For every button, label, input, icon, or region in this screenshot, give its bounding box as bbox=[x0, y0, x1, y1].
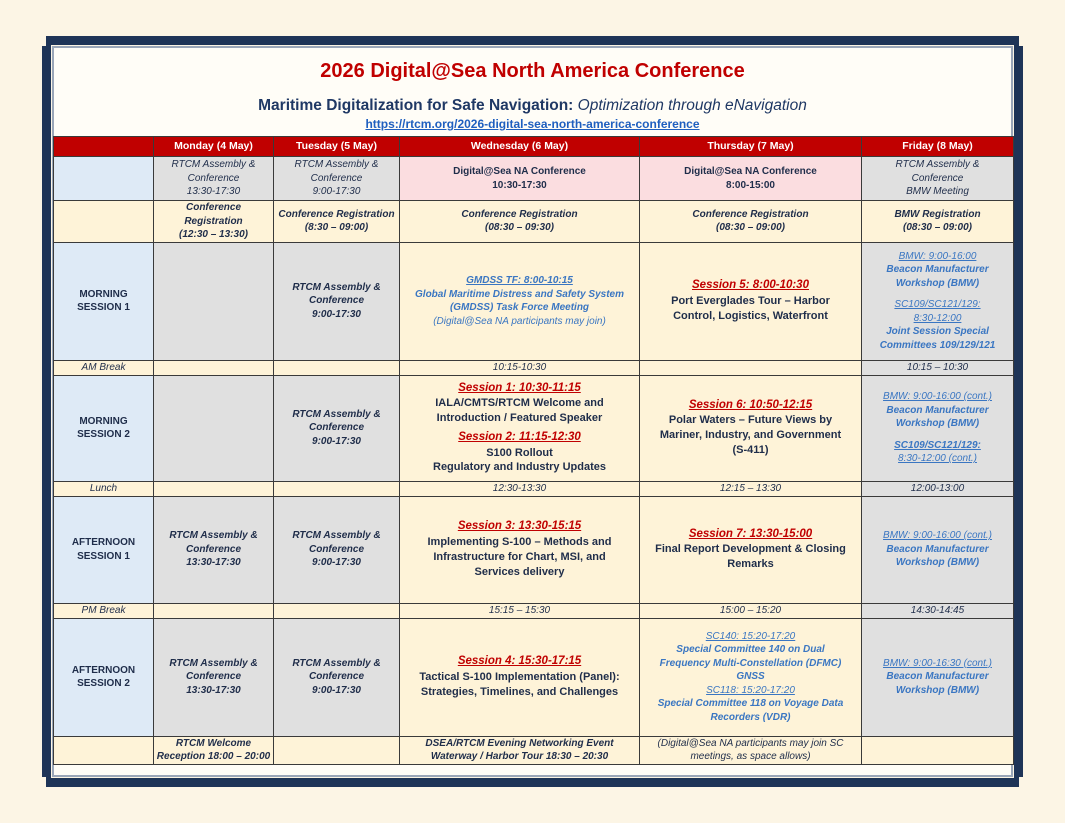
subtitle-bold: Maritime Digitalization for Safe Navigation: bbox=[258, 97, 574, 114]
afternoon-session-1-label: AFTERNOON SESSION 1 bbox=[54, 496, 154, 603]
afternoon-session-1-monday: RTCM Assembly & Conference 13:30-17:30 bbox=[154, 496, 274, 603]
morning-session-1-monday bbox=[154, 242, 274, 360]
evening-label-cell bbox=[54, 736, 154, 764]
afternoon-session-1-friday: BMW: 9:00-16:00 (cont.) Beacon Manufacturer Workshop (BMW) bbox=[862, 496, 1014, 603]
pm-break-row bbox=[54, 603, 1014, 618]
morning-session-2-label: MORNING SESSION 2 bbox=[54, 375, 154, 481]
overview-monday: RTCM Assembly & Conference 13:30-17:30 bbox=[154, 157, 274, 201]
am-break-monday bbox=[154, 360, 274, 375]
am-break-tuesday bbox=[274, 360, 400, 375]
morning-session-2-thursday: Session 6: 10:50-12:15 Polar Waters – Future Views by Mariner, Industry, and Government (S-411) bbox=[640, 375, 862, 481]
morning-session-1-friday: BMW: 9:00-16:00 Beacon Manufacturer Workshop (BMW) SC109/SC121/129: 8:30-12:00 Joint Session Special Committees 109/129/121 bbox=[862, 242, 1014, 360]
conference-link[interactable]: https://rtcm.org/2026-digital-sea-north-america-conference bbox=[365, 117, 700, 131]
lunch-wednesday: 12:30-13:30 bbox=[400, 481, 640, 496]
morning-session-2-wednesday: Session 1: 10:30-11:15 IALA/CMTS/RTCM Welcome and Introduction / Featured Speaker Session 2: 11:15-12:30 S100 Rollout Regulatory and Industry Updates bbox=[400, 375, 640, 481]
frame-corner bbox=[36, 777, 46, 787]
morning-session-1-wednesday: GMDSS TF: 8:00-10:15 Global Maritime Distress and Safety System (GMDSS) Task Force Meeting (Digital@Sea NA participants may join) bbox=[400, 242, 640, 360]
registration-wednesday: Conference Registration (08:30 – 09:30) bbox=[400, 201, 640, 243]
header-row bbox=[54, 137, 1014, 157]
am-break-row bbox=[54, 360, 1014, 375]
morning-session-2-row bbox=[54, 375, 1014, 481]
registration-tuesday: Conference Registration (8:30 – 09:00) bbox=[274, 201, 400, 243]
morning-session-2-tuesday: RTCM Assembly & Conference 9:00-17:30 bbox=[274, 375, 400, 481]
afternoon-session-2-friday: BMW: 9:00-16:30 (cont.) Beacon Manufacturer Workshop (BMW) bbox=[862, 618, 1014, 736]
lunch-friday: 12:00-13:00 bbox=[862, 481, 1014, 496]
lunch-label: Lunch bbox=[54, 481, 154, 496]
evening-monday: RTCM Welcome Reception 18:00 – 20:00 bbox=[154, 736, 274, 764]
registration-thursday: Conference Registration (08:30 – 09:00) bbox=[640, 201, 862, 243]
registration-friday: BMW Registration (08:30 – 09:00) bbox=[862, 201, 1014, 243]
pm-break-label: PM Break bbox=[54, 603, 154, 618]
corner-header-cell bbox=[54, 137, 154, 157]
column-header-monday: Monday (4 May) bbox=[154, 137, 274, 157]
subtitle-italic: Optimization through eNavigation bbox=[577, 97, 807, 114]
morning-session-1-label: MORNING SESSION 1 bbox=[54, 242, 154, 360]
morning-session-2-monday bbox=[154, 375, 274, 481]
am-break-friday: 10:15 – 10:30 bbox=[862, 360, 1014, 375]
registration-monday: Conference Registration (12:30 – 13:30) bbox=[154, 201, 274, 243]
morning-session-2-friday: BMW: 9:00-16:00 (cont.) Beacon Manufacturer Workshop (BMW) SC109/SC121/129: 8:30-12:00 (cont.) bbox=[862, 375, 1014, 481]
column-header-tuesday: Tuesday (5 May) bbox=[274, 137, 400, 157]
column-header-thursday: Thursday (7 May) bbox=[640, 137, 862, 157]
morning-session-1-row bbox=[54, 242, 1014, 360]
am-break-label: AM Break bbox=[54, 360, 154, 375]
registration-row bbox=[54, 201, 1014, 243]
column-header-wednesday: Wednesday (6 May) bbox=[400, 137, 640, 157]
frame-corner bbox=[36, 36, 46, 46]
pm-break-monday bbox=[154, 603, 274, 618]
column-header-friday: Friday (8 May) bbox=[862, 137, 1014, 157]
afternoon-session-2-thursday: SC140: 15:20-17:20 Special Committee 140 on Dual Frequency Multi-Constellation (DFMC) GNSS SC118: 15:20-17:20 Special Committee 118 on Voyage Data Recorders (VDR) bbox=[640, 618, 862, 736]
page-subtitle bbox=[52, 97, 1013, 115]
morning-session-1-tuesday: RTCM Assembly & Conference 9:00-17:30 bbox=[274, 242, 400, 360]
evening-thursday: (Digital@Sea NA participants may join SC meetings, as space allows) bbox=[640, 736, 862, 764]
registration-label-cell bbox=[54, 201, 154, 243]
lunch-tuesday bbox=[274, 481, 400, 496]
afternoon-session-2-tuesday: RTCM Assembly & Conference 9:00-17:30 bbox=[274, 618, 400, 736]
page-title: 2026 Digital@Sea North America Conference bbox=[320, 60, 745, 82]
morning-session-1-thursday: Session 5: 8:00-10:30 Port Everglades Tour – Harbor Control, Logistics, Waterfront bbox=[640, 242, 862, 360]
pm-break-friday: 14:30-14:45 bbox=[862, 603, 1014, 618]
afternoon-session-2-wednesday: Session 4: 15:30-17:15 Tactical S-100 Implementation (Panel): Strategies, Timelines, and Challenges bbox=[400, 618, 640, 736]
overview-wednesday: Digital@Sea NA Conference 10:30-17:30 bbox=[400, 157, 640, 201]
overview-row bbox=[54, 157, 1014, 201]
am-break-wednesday: 10:15-10:30 bbox=[400, 360, 640, 375]
overview-tuesday: RTCM Assembly & Conference 9:00-17:30 bbox=[274, 157, 400, 201]
afternoon-session-1-wednesday: Session 3: 13:30-15:15 Implementing S-100 – Methods and Infrastructure for Chart, MSI, and Services delivery bbox=[400, 496, 640, 603]
lunch-thursday: 12:15 – 13:30 bbox=[640, 481, 862, 496]
afternoon-session-2-row bbox=[54, 618, 1014, 736]
am-break-thursday bbox=[640, 360, 862, 375]
evening-friday bbox=[862, 736, 1014, 764]
afternoon-session-1-thursday: Session 7: 13:30-15:00 Final Report Development & Closing Remarks bbox=[640, 496, 862, 603]
lunch-monday bbox=[154, 481, 274, 496]
overview-thursday: Digital@Sea NA Conference 8:00-15:00 bbox=[640, 157, 862, 201]
pm-break-tuesday bbox=[274, 603, 400, 618]
afternoon-session-1-row bbox=[54, 496, 1014, 603]
overview-label-cell bbox=[54, 157, 154, 201]
evening-wednesday: DSEA/RTCM Evening Networking Event Waterway / Harbor Tour 18:30 – 20:30 bbox=[400, 736, 640, 764]
lunch-row bbox=[54, 481, 1014, 496]
afternoon-session-2-label: AFTERNOON SESSION 2 bbox=[54, 618, 154, 736]
frame-corner bbox=[1019, 777, 1029, 787]
pm-break-thursday: 15:00 – 15:20 bbox=[640, 603, 862, 618]
overview-friday: RTCM Assembly & Conference BMW Meeting bbox=[862, 157, 1014, 201]
evening-row bbox=[54, 736, 1014, 764]
afternoon-session-2-monday: RTCM Assembly & Conference 13:30-17:30 bbox=[154, 618, 274, 736]
pm-break-wednesday: 15:15 – 15:30 bbox=[400, 603, 640, 618]
frame-corner bbox=[1019, 36, 1029, 46]
afternoon-session-1-tuesday: RTCM Assembly & Conference 9:00-17:30 bbox=[274, 496, 400, 603]
evening-tuesday bbox=[274, 736, 400, 764]
schedule-table bbox=[53, 136, 1014, 765]
